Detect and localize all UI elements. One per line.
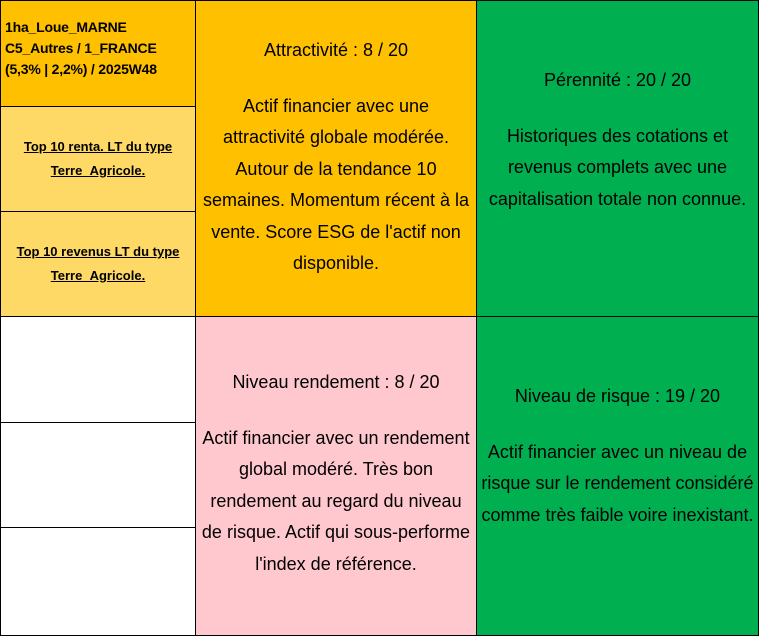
top-revenus-link[interactable]: Top 10 revenus LT du type Terre_Agricole. xyxy=(16,244,180,283)
empty-cell-1 xyxy=(0,316,196,423)
perennite-title: Pérennité : 20 / 20 xyxy=(543,70,692,90)
top-renta-link[interactable]: Top 10 renta. LT du type Terre_Agricole. xyxy=(23,139,173,178)
asset-header xyxy=(1,1,195,80)
perennite-card xyxy=(476,0,759,317)
risque-title: Niveau de risque : 19 / 20 xyxy=(514,386,721,406)
attractivite-title: Attractivité : 8 / 20 xyxy=(263,40,409,60)
attractivite-card xyxy=(195,0,477,317)
rendement-title: Niveau rendement : 8 / 20 xyxy=(232,372,440,392)
empty-cell-2 xyxy=(0,422,196,528)
top-renta-cell xyxy=(0,106,196,212)
perennite-text: Historiques des cotations et revenus complets avec une capitalisation totale non connue. xyxy=(488,125,747,209)
attractivite-text: Actif financier avec une attractivité globale modérée. Autour de la tendance 10 semaines. Momentum récent à la vente. Score ESG de l'actif non disponible. xyxy=(202,95,470,273)
asset-header-cell xyxy=(0,0,196,107)
rendement-text: Actif financier avec un rendement global modéré. Très bon rendement au regard du niveau de risque. Actif qui sous-performe l'index de référence. xyxy=(201,427,471,574)
empty-cell-3 xyxy=(0,527,196,636)
rendement-card xyxy=(195,316,477,636)
asset-stats: (5,3% | 2,2%) / 2025W48 xyxy=(5,61,157,77)
asset-category: C5_Autres / 1_FRANCE xyxy=(5,40,157,56)
risque-text: Actif financier avec un niveau de risque sur le rendement considéré comme très faible voire inexistant. xyxy=(481,441,754,525)
risque-card xyxy=(476,316,759,636)
asset-name: 1ha_Loue_MARNE xyxy=(5,19,127,35)
top-revenus-cell xyxy=(0,211,196,317)
